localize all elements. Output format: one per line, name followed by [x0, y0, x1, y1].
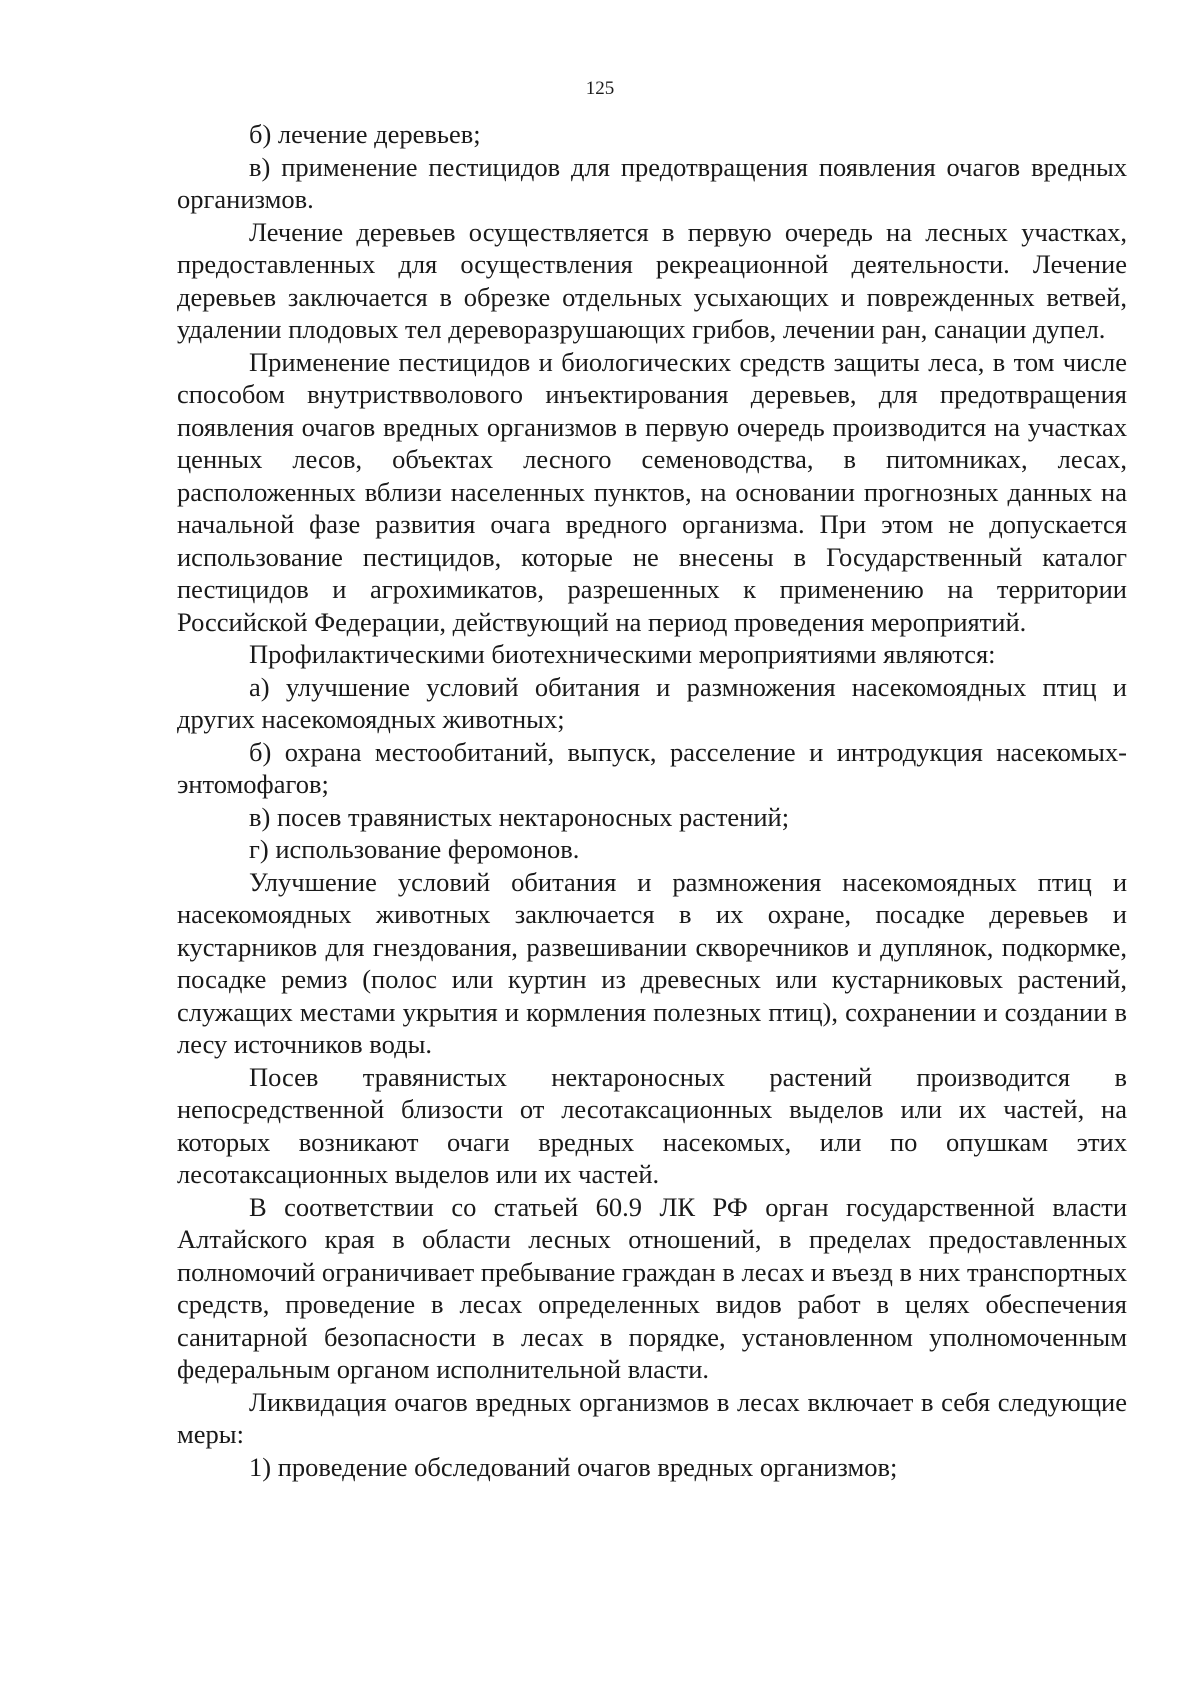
paragraph-item-b-entomophages: б) охрана местообитаний, выпуск, расселение и интродукция насекомых-энтомофагов;: [177, 736, 1127, 799]
paragraph-tree-treatment: Лечение деревьев осуществляется в первую очередь на лесных участках, предоставленных для осуществления рекреационной деятельности. Лечение деревьев заключается в обрезке отдельных усыхающих и поврежденных ветвей, удалении плодовых тел дереворазрушающих грибов, лечении ран, санации дупел.: [177, 216, 1127, 344]
document-body: [177, 118, 1127, 1483]
paragraph-item-v-nectar-plants: в) посев травянистых нектароносных растений;: [249, 801, 790, 832]
paragraph-item-b-tree-treatment: б) лечение деревьев;: [249, 119, 481, 149]
paragraph-item-v-pesticides: в) применение пестицидов для предотвращения появления очагов вредных организмов.: [177, 151, 1127, 214]
page-number: 125: [585, 78, 615, 99]
paragraph-nectar-sowing: Посев травянистых нектароносных растений производится в непосредственной близости от лесотаксационных выделов или их частей, на которых возникают очаги вредных насекомых, или по опушкам этих лесотаксационных выделов или их частей.: [177, 1061, 1127, 1189]
paragraph-article-60-9: В соответствии со статьей 60.9 ЛК РФ орган государственной власти Алтайского края в области лесных отношений, в пределах предоставленных полномочий ограничивает пребывание граждан в лесах и въезд в них транспортных средств, проведение в лесах определенных видов работ в целях обеспечения санитарной безопасности в лесах в порядке, установленном уполномоченным федеральным органом исполнительной власти.: [177, 1191, 1127, 1384]
paragraph-outbreak-elimination: Ликвидация очагов вредных организмов в лесах включает в себя следующие меры:: [177, 1386, 1127, 1449]
paragraph-pesticide-application: Применение пестицидов и биологических средств защиты леса, в том числе способом внутриствволового инъектирования деревьев, для предотвращения появления очагов вредных организмов в первую очередь производится на участках ценных лесов, объектах лесного семеноводства, в питомниках, лесах, расположенных вблизи населенных пунктов, на основании прогнозных данных на начальной фазе развития очага вредного организма. При этом не допускается использование пестицидов, которые не внесены в Государственный каталог пестицидов и агрохимикатов, разрешенных к применению на территории Российской Федерации, действующий на период проведения мероприятий.: [177, 346, 1127, 637]
paragraph-item-1-surveys: 1) проведение обследований очагов вредных организмов;: [249, 1451, 898, 1482]
paragraph-item-a-habitat: а) улучшение условий обитания и размножения насекомоядных птиц и других насекомоядных животных;: [177, 671, 1127, 734]
paragraph-biotechnical-measures: Профилактическими биотехническими мероприятиями являются:: [249, 639, 996, 669]
paragraph-habitat-improvement: Улучшение условий обитания и размножения насекомоядных птиц и насекомоядных животных заключается в их охране, посадке деревьев и кустарников для гнездования, развешивании скворечников и дуплянок, подкормке, посадке ремиз (полос или куртин из древесных или кустарниковых растений, служащих местами укрытия и кормления полезных птиц), сохранении и создании в лесу источников воды.: [177, 866, 1127, 1059]
paragraph-item-g-pheromones: г) использование феромонов.: [249, 834, 580, 864]
